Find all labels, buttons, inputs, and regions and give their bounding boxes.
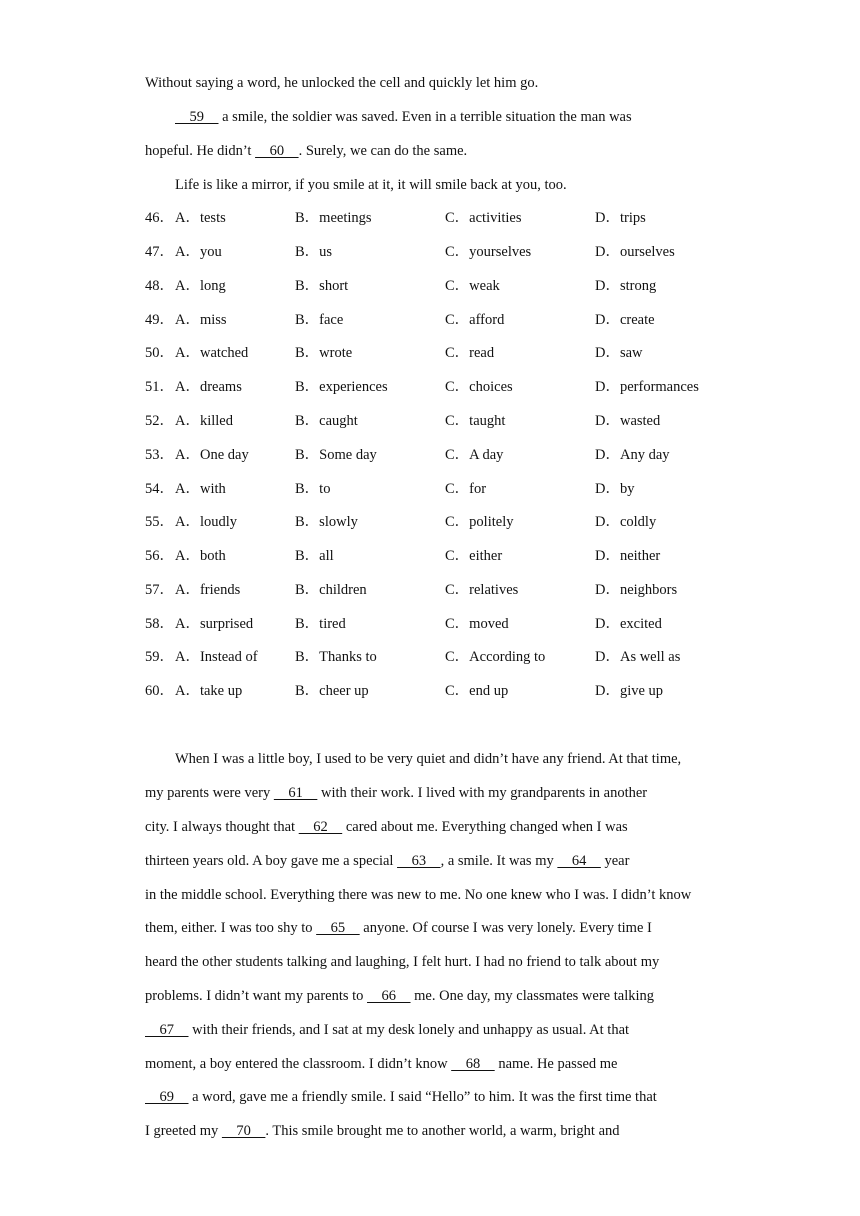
text: year <box>600 853 630 869</box>
text: moment, a boy entered the classroom. I didn’t know <box>145 1056 452 1072</box>
question-57 <box>145 580 745 600</box>
option-b[interactable]: B．Some day <box>295 447 377 463</box>
option-b[interactable]: B．cheer up <box>295 683 369 699</box>
option-a[interactable]: A．with <box>175 481 226 497</box>
option-c[interactable]: C．A day <box>445 447 504 463</box>
passage2-line-6 <box>145 918 652 938</box>
option-a[interactable]: A．dreams <box>175 379 242 395</box>
text: I greeted my <box>145 1123 222 1139</box>
text: anyone. Of course I was very lonely. Every time I <box>359 920 652 936</box>
option-c[interactable]: C．yourselves <box>445 244 532 260</box>
option-c[interactable]: C．afford <box>445 312 505 328</box>
option-a[interactable]: A．tests <box>175 210 226 226</box>
question-number: 47． <box>145 244 174 260</box>
question-number: 51． <box>145 379 174 395</box>
option-d[interactable]: D．strong <box>595 278 657 294</box>
option-d[interactable]: D．by <box>595 481 635 497</box>
blank-65[interactable]: 65 <box>316 920 360 936</box>
option-b[interactable]: B．to <box>295 481 331 497</box>
question-number: 56． <box>145 548 174 564</box>
passage2-line-11 <box>145 1087 657 1107</box>
text: with their friends, and I sat at my desk lonely and unhappy as usual. At that <box>188 1022 630 1038</box>
option-c[interactable]: C．weak <box>445 278 500 294</box>
question-47 <box>145 242 745 262</box>
question-60 <box>145 681 745 701</box>
text: When I was a little boy, I used to be very quiet and didn’t have any friend. At that time, <box>175 751 682 767</box>
option-b[interactable]: B．face <box>295 312 344 328</box>
text: . This smile brought me to another world, a warm, bright and <box>265 1123 620 1139</box>
text: thirteen years old. A boy gave me a special <box>145 853 398 869</box>
text: Life is like a mirror, if you smile at it, it will smile back at you, too. <box>175 177 567 193</box>
question-52 <box>145 411 745 431</box>
option-a[interactable]: A．friends <box>175 582 241 598</box>
option-a[interactable]: A．surprised <box>175 616 254 632</box>
option-a[interactable]: A．Instead of <box>175 649 258 665</box>
option-c[interactable]: C．for <box>445 481 487 497</box>
option-a[interactable]: A．you <box>175 244 222 260</box>
option-b[interactable]: B．Thanks to <box>295 649 377 665</box>
question-number: 48． <box>145 278 174 294</box>
passage1-line-3 <box>145 141 467 161</box>
blank-66[interactable]: 66 <box>367 988 411 1004</box>
text: with their work. I lived with my grandparents in another <box>317 785 648 801</box>
option-b[interactable]: B．meetings <box>295 210 372 226</box>
option-b[interactable]: B．wrote <box>295 345 353 361</box>
question-54 <box>145 479 745 499</box>
text: in the middle school. Everything there was new to me. No one knew who I was. I didn’t know <box>145 887 692 903</box>
question-50 <box>145 343 745 363</box>
blank-60[interactable]: 60 <box>255 143 299 159</box>
option-d[interactable]: D．neighbors <box>595 582 678 598</box>
blank-68[interactable]: 68 <box>451 1056 495 1072</box>
option-b[interactable]: B．children <box>295 582 367 598</box>
question-48 <box>145 276 745 296</box>
passage2-line-12 <box>145 1121 620 1141</box>
option-a[interactable]: A．take up <box>175 683 243 699</box>
question-number: 60． <box>145 683 174 699</box>
passage2-line-5 <box>145 885 691 905</box>
question-number: 50． <box>145 345 174 361</box>
question-59 <box>145 647 745 667</box>
blank-62[interactable]: 62 <box>298 819 343 835</box>
passage2-line-7 <box>145 952 659 972</box>
text: heard the other students talking and laughing, I felt hurt. I had no friend to talk about my <box>145 954 660 970</box>
question-number: 57． <box>145 582 174 598</box>
option-a[interactable]: A．both <box>175 548 226 564</box>
passage2-line-1 <box>175 749 681 769</box>
text: a smile, the soldier was saved. Even in a terrible situation the man was <box>218 109 632 125</box>
passage2-line-4 <box>145 851 629 871</box>
blank-69[interactable]: 69 <box>145 1089 189 1105</box>
text: me. One day, my classmates were talking <box>410 988 655 1004</box>
option-a[interactable]: A．watched <box>175 345 249 361</box>
option-d[interactable]: D．As well as <box>595 649 681 665</box>
option-c[interactable]: C．relatives <box>445 582 519 598</box>
option-b[interactable]: B．experiences <box>295 379 388 395</box>
question-number: 52． <box>145 413 174 429</box>
text: Without saying a word, he unlocked the cell and quickly let him go. <box>145 75 539 91</box>
text: problems. I didn’t want my parents to <box>145 988 368 1004</box>
blank-61[interactable]: 61 <box>273 785 318 801</box>
question-49 <box>145 310 745 330</box>
option-c[interactable]: C．politely <box>445 514 514 530</box>
option-d[interactable]: D．saw <box>595 345 643 361</box>
option-c[interactable]: C．either <box>445 548 503 564</box>
option-d[interactable]: D．excited <box>595 616 662 632</box>
text: my parents were very <box>145 785 274 801</box>
blank-59[interactable]: 59 <box>175 109 219 125</box>
option-d[interactable]: D．coldly <box>595 514 657 530</box>
option-d[interactable]: D．Any day <box>595 447 670 463</box>
option-b[interactable]: B．caught <box>295 413 358 429</box>
question-51 <box>145 377 745 397</box>
passage1-line-4 <box>175 175 567 195</box>
blank-64[interactable]: 64 <box>557 853 601 869</box>
option-a[interactable]: A．long <box>175 278 226 294</box>
question-56 <box>145 546 745 566</box>
passage1-line-2 <box>175 107 632 127</box>
text: a word, gave me a friendly smile. I said “Hello” to him. It was the first time that <box>188 1089 657 1105</box>
option-c[interactable]: C．activities <box>445 210 522 226</box>
question-number: 59． <box>145 649 174 665</box>
option-c[interactable]: C．choices <box>445 379 513 395</box>
passage2-line-8 <box>145 986 654 1006</box>
option-a[interactable]: A．loudly <box>175 514 238 530</box>
option-d[interactable]: D．performances <box>595 379 699 395</box>
option-d[interactable]: D．neither <box>595 548 661 564</box>
question-number: 46． <box>145 210 174 226</box>
option-c[interactable]: C．taught <box>445 413 506 429</box>
text: city. I always thought that <box>145 819 299 835</box>
option-b[interactable]: B．short <box>295 278 349 294</box>
option-b[interactable]: B．all <box>295 548 334 564</box>
question-58 <box>145 614 745 634</box>
text: them, either. I was too shy to <box>145 920 317 936</box>
option-a[interactable]: A．killed <box>175 413 233 429</box>
blank-67[interactable]: 67 <box>145 1022 189 1038</box>
passage1-line-1 <box>145 73 538 93</box>
option-d[interactable]: D．trips <box>595 210 646 226</box>
option-d[interactable]: D．ourselves <box>595 244 675 260</box>
passage2-line-3 <box>145 817 628 837</box>
option-d[interactable]: D．create <box>595 312 655 328</box>
blank-63[interactable]: 63 <box>397 853 441 869</box>
option-a[interactable]: A．One day <box>175 447 249 463</box>
question-number: 58． <box>145 616 174 632</box>
option-c[interactable]: C．read <box>445 345 495 361</box>
option-b[interactable]: B．slowly <box>295 514 358 530</box>
question-number: 49． <box>145 312 174 328</box>
passage2-line-2 <box>145 783 647 803</box>
option-c[interactable]: C．end up <box>445 683 509 699</box>
question-number: 55． <box>145 514 174 530</box>
question-number: 53． <box>145 447 174 463</box>
blank-70[interactable]: 70 <box>221 1123 266 1139</box>
question-number: 54． <box>145 481 174 497</box>
text: hopeful. He didn’t <box>145 143 256 159</box>
passage2-line-10 <box>145 1054 618 1074</box>
question-55 <box>145 512 745 532</box>
text: name. He passed me <box>494 1056 618 1072</box>
option-d[interactable]: D．wasted <box>595 413 661 429</box>
question-53 <box>145 445 745 465</box>
option-d[interactable]: D．give up <box>595 683 664 699</box>
passage2-line-9 <box>145 1020 629 1040</box>
question-46 <box>145 208 745 228</box>
text: , a smile. It was my <box>440 853 558 869</box>
option-c[interactable]: C．moved <box>445 616 509 632</box>
text: cared about me. Everything changed when I was <box>342 819 628 835</box>
option-a[interactable]: A．miss <box>175 312 227 328</box>
text: . Surely, we can do the same. <box>298 143 468 159</box>
option-b[interactable]: B．tired <box>295 616 346 632</box>
option-b[interactable]: B．us <box>295 244 333 260</box>
option-c[interactable]: C．According to <box>445 649 546 665</box>
